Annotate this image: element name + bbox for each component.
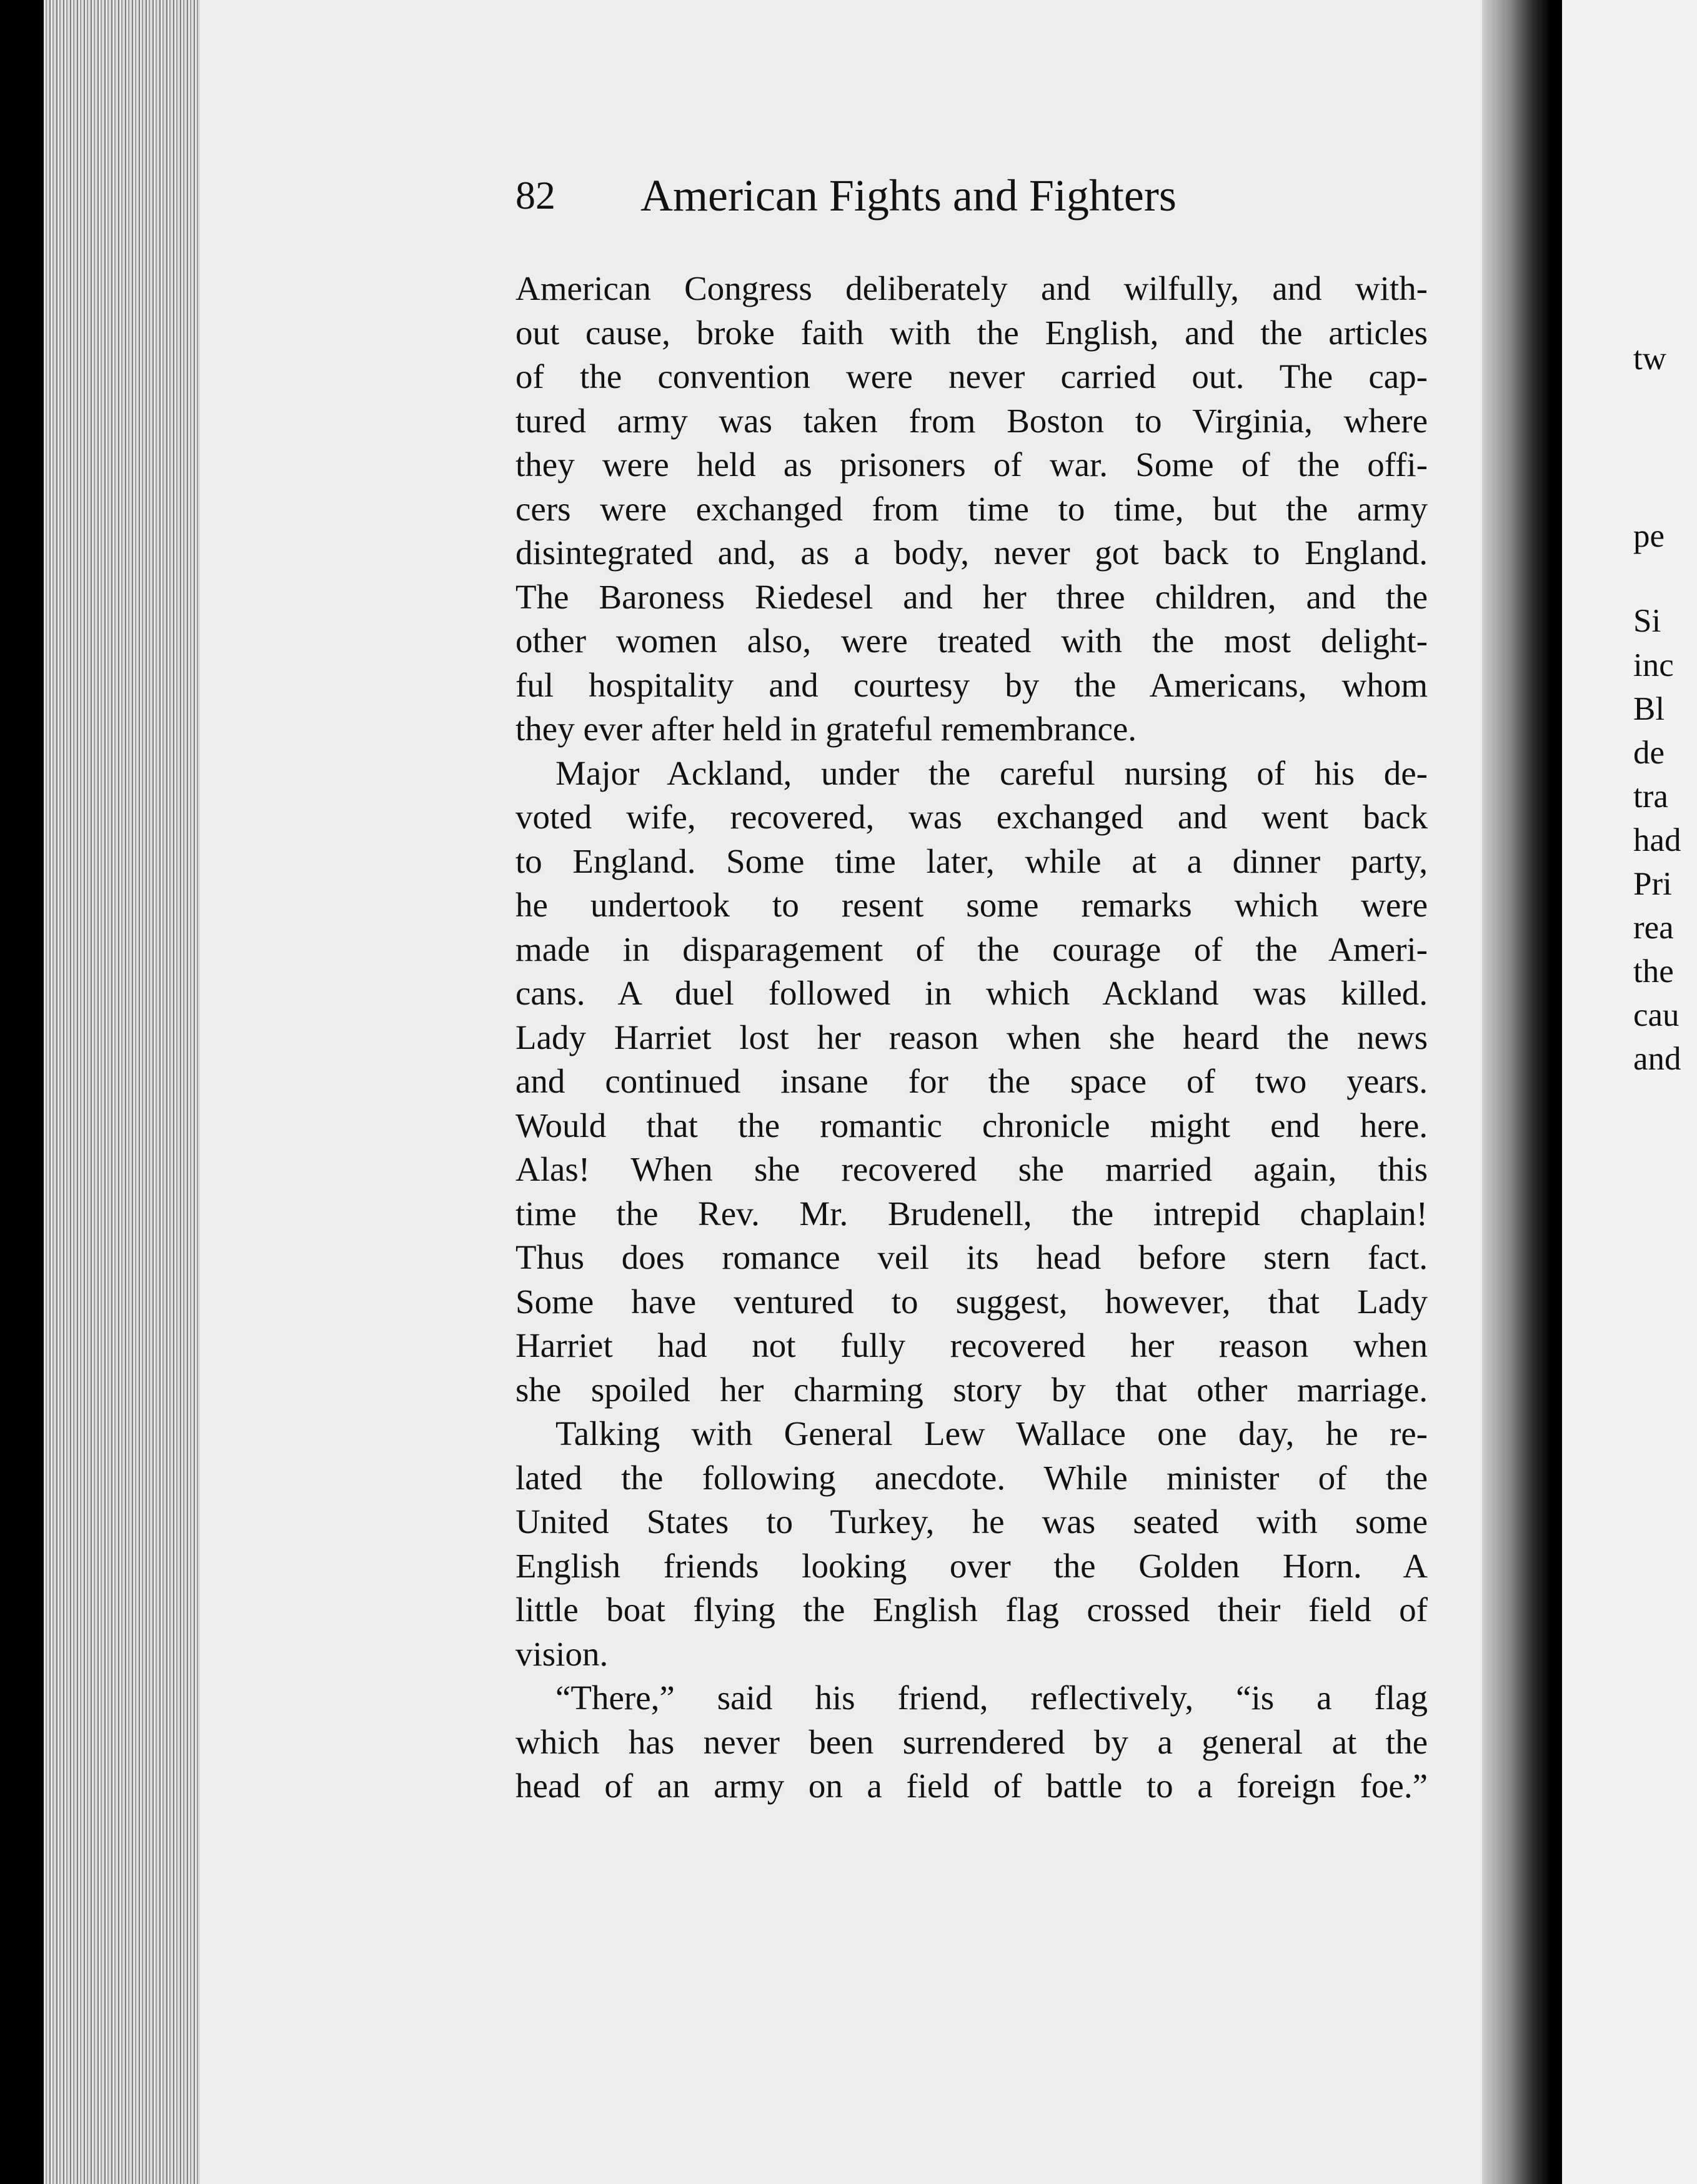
text-line: tured army was taken from Boston to Virginia, where <box>515 401 1428 440</box>
facing-page-fragment: de <box>1633 735 1665 771</box>
text-line: they were held as prisoners of war. Some of the offi- <box>515 445 1428 484</box>
text-line: United States to Turkey, he was seated with some <box>515 1502 1428 1541</box>
text-line: disintegrated and, as a body, never got back to England. <box>515 534 1428 572</box>
running-title: American Fights and Fighters <box>640 171 1177 221</box>
text-line: voted wife, recovered, was exchanged and went back <box>515 798 1428 836</box>
text-line: ful hospitality and courtesy by the Americans, whom <box>515 665 1428 704</box>
text-line: The Baroness Riedesel and her three children, and the <box>515 577 1428 616</box>
page-edges <box>44 0 206 2184</box>
facing-page-fragment: Pri <box>1633 866 1672 902</box>
text-line: time the Rev. Mr. Brudenell, the intrepid chaplain! <box>515 1194 1428 1233</box>
text-line: Lady Harriet lost her reason when she heard the news <box>515 1018 1428 1056</box>
text-line: cans. A duel followed in which Ackland was killed. <box>515 974 1428 1012</box>
facing-page-fragment: rea <box>1633 910 1674 946</box>
text-line: Some have ventured to suggest, however, that Lady <box>515 1282 1428 1321</box>
text-line: Talking with General Lew Wallace one day, he re- <box>555 1414 1428 1452</box>
text-line: American Congress deliberately and wilfully, and with- <box>515 269 1428 307</box>
text-line: and continued insane for the space of two years. <box>515 1062 1428 1100</box>
text-line: Major Ackland, under the careful nursing of his de- <box>555 753 1428 792</box>
text-line: cers were exchanged from time to time, but the army <box>515 489 1428 528</box>
facing-page-fragment: cau <box>1633 997 1680 1033</box>
page-number: 82 <box>515 173 555 217</box>
text-line: “There,” said his friend, reflectively, “is a flag <box>555 1679 1428 1717</box>
text-line: head of an army on a field of battle to a foreign foe.” <box>515 1767 1428 1805</box>
text-line: Would that the romantic chronicle might end here. <box>515 1106 1428 1144</box>
text-line: of the convention were never carried out. The cap- <box>515 357 1428 395</box>
text-line: he undertook to resent some remarks which were <box>515 886 1428 924</box>
text-line: out cause, broke faith with the English, and the articles <box>515 313 1428 352</box>
text-line: made in disparagement of the courage of the Ameri- <box>515 930 1428 968</box>
text-line: Harriet had not fully recovered her reason when <box>515 1326 1428 1364</box>
text-line: Thus does romance veil its head before stern fact. <box>515 1238 1428 1276</box>
facing-page-fragment: pe <box>1633 518 1665 554</box>
facing-page-fragment: tra <box>1633 778 1668 815</box>
facing-page <box>1562 0 1697 2184</box>
running-header <box>515 167 1428 224</box>
text-line: little boat flying the English flag crossed their field of <box>515 1591 1428 1629</box>
text-line: vision. <box>515 1634 609 1673</box>
text-line: English friends looking over the Golden Horn. A <box>515 1546 1428 1585</box>
facing-page-fragment: Bl <box>1633 691 1665 727</box>
text-line: she spoiled her charming story by that other marriage. <box>515 1370 1428 1409</box>
text-line: to England. Some time later, while at a dinner party, <box>515 841 1428 880</box>
text-line: they ever after held in grateful remembrance. <box>515 710 1137 748</box>
facing-page-fragment: tw <box>1633 340 1666 377</box>
facing-page-fragment: inc <box>1633 647 1674 683</box>
facing-page-fragment: had <box>1633 822 1681 858</box>
book-gutter <box>1482 0 1551 2184</box>
facing-page-fragment: and <box>1633 1041 1681 1077</box>
body-text <box>515 267 1428 1809</box>
text-line: which has never been surrendered by a general at the <box>515 1722 1428 1761</box>
text-line: lated the following anecdote. While minister of the <box>515 1458 1428 1497</box>
facing-page-fragment: Si <box>1633 603 1661 639</box>
facing-page-fragment: the <box>1633 953 1674 990</box>
text-line: Alas! When she recovered she married again, this <box>515 1150 1428 1188</box>
text-line: other women also, were treated with the most delight- <box>515 622 1428 660</box>
